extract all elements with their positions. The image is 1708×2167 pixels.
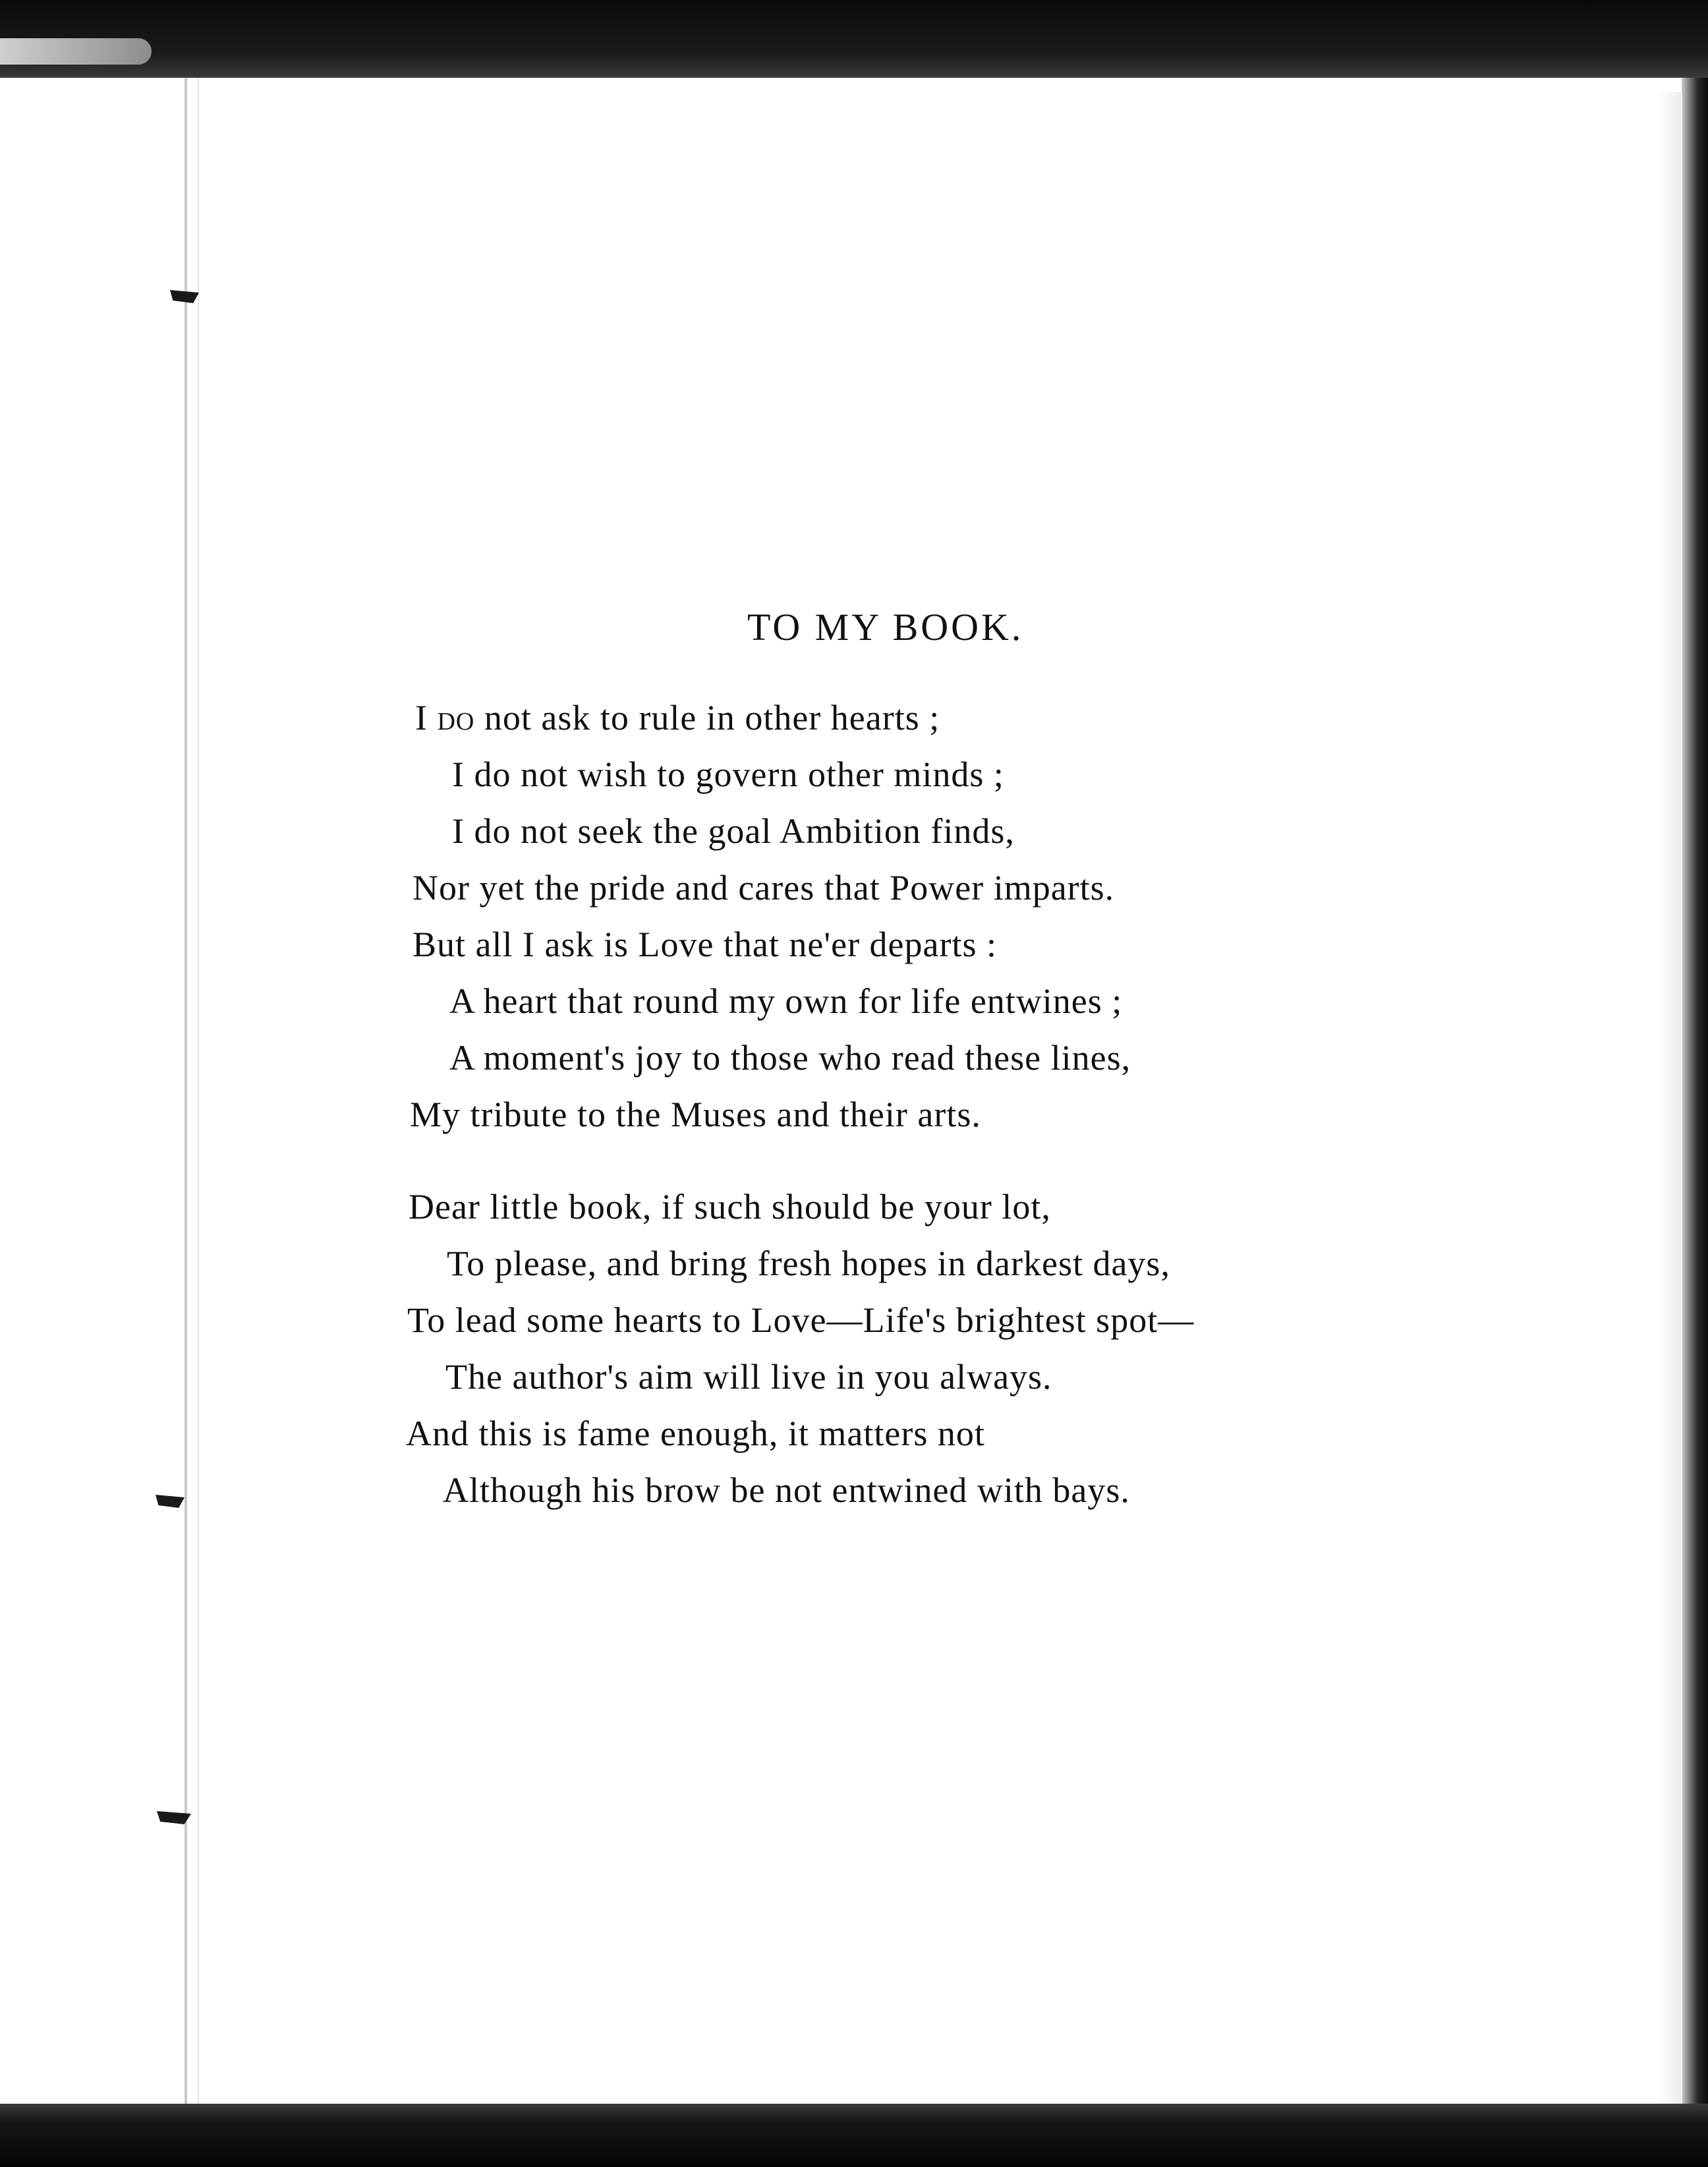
binding-gutter — [185, 78, 187, 2104]
scan-edge-top — [0, 0, 1708, 78]
scan-edge-right — [1682, 78, 1708, 2104]
poem-line: I do not seek the goal Ambition finds, — [452, 811, 1015, 851]
poem-line-rest: not ask to rule in other hearts ; — [484, 698, 940, 737]
binding-stitch-mark — [170, 290, 199, 303]
binding-gutter-inner — [198, 78, 199, 2104]
page-right-shadow — [1657, 92, 1682, 2104]
poem-line: But all I ask is Love that ne'er departs : — [413, 925, 997, 964]
poem-line: I do not wish to govern other minds ; — [452, 755, 1004, 794]
binding-stitch-mark — [156, 1495, 185, 1508]
poem-line: My tribute to the Muses and their arts. — [410, 1095, 981, 1134]
scan-edge-bottom — [0, 2104, 1708, 2167]
poem-title: TO MY BOOK. — [747, 606, 1024, 649]
poem-line: A moment's joy to those who read these lines, — [449, 1038, 1131, 1078]
poem-line — [415, 697, 940, 738]
poem-line: Although his brow be not entwined with bays. — [443, 1470, 1130, 1510]
poem-line: Dear little book, if such should be your lot, — [409, 1187, 1051, 1227]
poem-line: To lead some hearts to Love—Life's brightest spot— — [407, 1300, 1195, 1340]
poem-line-smallcaps: do — [437, 698, 475, 737]
poem-line: Nor yet the pride and cares that Power imparts. — [413, 868, 1115, 908]
poem-line: To please, and bring fresh hopes in darkest days, — [447, 1244, 1170, 1283]
scan-edge-highlight — [0, 38, 152, 65]
poem-line-initial: I — [415, 698, 428, 737]
poem-line: The author's aim will live in you always. — [445, 1357, 1052, 1397]
poem-line: And this is fame enough, it matters not — [406, 1414, 985, 1453]
poem-line: A heart that round my own for life entwines ; — [449, 981, 1123, 1021]
